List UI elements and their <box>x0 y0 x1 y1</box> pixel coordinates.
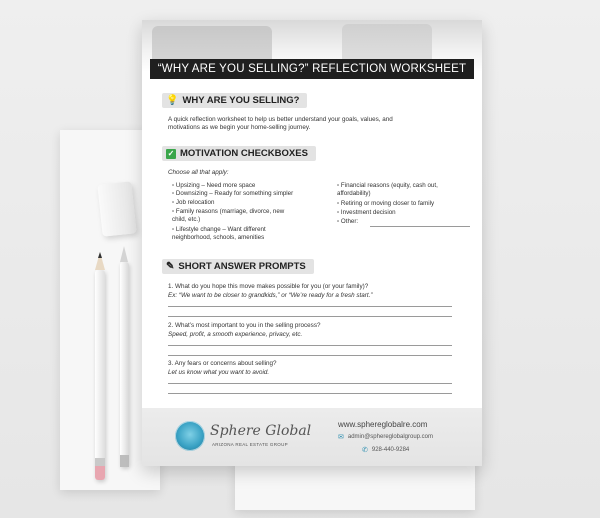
email-text: admin@sphereglobalgroup.com <box>347 434 434 440</box>
phone-contact[interactable] <box>362 446 409 454</box>
question-2-example: Speed, profit, a smooth experience, privacy, etc. <box>168 331 303 338</box>
answer-line-3a[interactable] <box>168 383 452 384</box>
choose-instruction: Choose all that apply: <box>168 169 229 176</box>
option-job-relocation[interactable]: ▫ Job relocation <box>172 199 215 206</box>
option-lifestyle-change-cont: neighborhood, schools, amenities <box>172 234 265 241</box>
section-short-answer-title: SHORT ANSWER PROMPTS <box>178 261 306 272</box>
question-3-example: Let us know what you want to avoid. <box>168 369 270 376</box>
answer-line-1a[interactable] <box>168 306 452 307</box>
option-investment[interactable]: ▫ Investment decision <box>337 209 396 216</box>
section-short-answer-heading <box>162 259 314 274</box>
option-downsizing[interactable]: ▫ Downsizing – Ready for something simpler <box>172 190 294 197</box>
option-other[interactable]: ▫ Other: <box>337 218 359 225</box>
answer-line-2b[interactable] <box>168 355 452 356</box>
other-answer-line[interactable] <box>370 226 470 227</box>
answer-line-3b[interactable] <box>168 393 452 394</box>
pencil-mechanical <box>120 262 129 467</box>
option-retiring[interactable]: ▫ Retiring or moving closer to family <box>337 200 435 207</box>
option-financial-cont: affordability) <box>337 190 371 197</box>
answer-line-1b[interactable] <box>168 316 452 317</box>
option-lifestyle-change[interactable]: ▫ Lifestyle change – Want different <box>172 226 266 233</box>
section-motivation-title: MOTIVATION CHECKBOXES <box>180 148 308 159</box>
question-3: 3. Any fears or concerns about selling? <box>168 360 277 367</box>
pencil <box>95 270 105 480</box>
website-link[interactable]: www.sphereglobalre.com <box>338 420 428 429</box>
intro-text-line2: motivations as we begin your home-selling journey. <box>168 124 311 131</box>
answer-line-2a[interactable] <box>168 345 452 346</box>
email-contact[interactable] <box>338 433 433 441</box>
worksheet-title: “WHY ARE YOU SELLING?” REFLECTION WORKSHEET <box>150 59 474 79</box>
checkmark-icon: ✓ <box>167 148 175 158</box>
logo-wordmark: Sphere Global <box>210 423 312 439</box>
section-why-title: WHY ARE YOU SELLING? <box>182 95 300 106</box>
option-financial[interactable]: ▫ Financial reasons (equity, cash out, <box>337 182 438 189</box>
email-icon: ✉ <box>338 434 344 441</box>
eraser <box>97 181 136 236</box>
section-why-heading <box>162 93 307 108</box>
question-1-example: Ex: “We want to be closer to grandkids,” or “We’re ready for a fresh start.” <box>168 292 373 299</box>
option-family-reasons[interactable]: ▫ Family reasons (marriage, divorce, new <box>172 208 285 215</box>
option-upsizing[interactable]: ▫ Upsizing – Need more space <box>172 182 256 189</box>
option-family-reasons-cont: child, etc.) <box>172 216 201 223</box>
phone-icon: ✆ <box>362 447 368 454</box>
phone-text: 928-440-9284 <box>371 447 410 453</box>
logo-subtitle: ARIZONA REAL ESTATE GROUP <box>212 442 288 447</box>
pencil-icon: ✎ <box>166 261 175 272</box>
section-motivation-heading <box>162 146 316 161</box>
question-2: 2. What’s most important to you in the selling process? <box>168 322 321 329</box>
question-1: 1. What do you hope this move makes possible for you (or your family)? <box>168 283 369 290</box>
worksheet-page <box>142 20 482 466</box>
intro-text-line1: A quick reflection worksheet to help us better understand your goals, values, and <box>168 116 393 123</box>
footer-bar <box>142 408 482 466</box>
lightbulb-icon: 💡 <box>166 95 179 106</box>
sphere-logo-icon <box>175 421 205 451</box>
